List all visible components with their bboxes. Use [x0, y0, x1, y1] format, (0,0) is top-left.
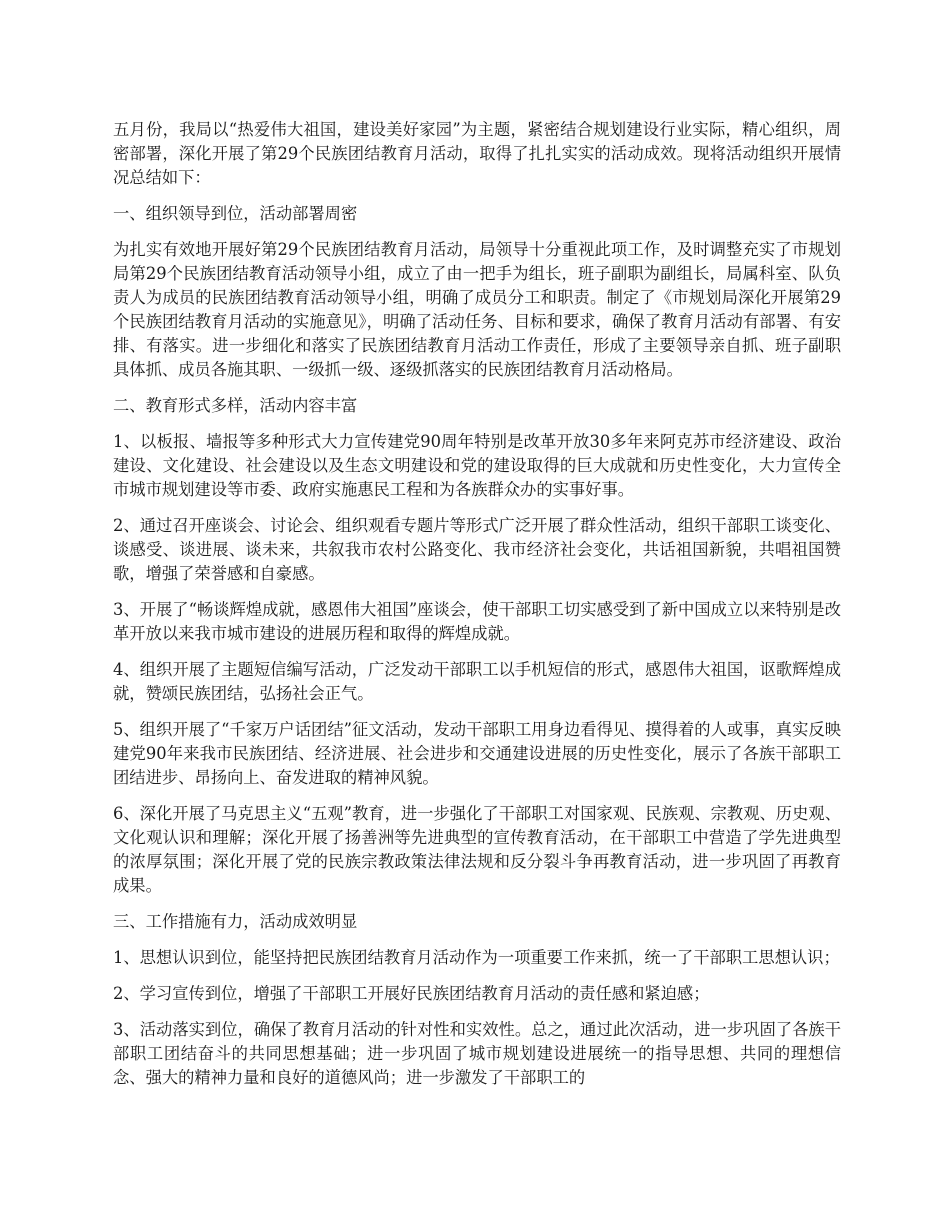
section-3-item-3: 3、活动落实到位，确保了教育月活动的针对性和实效性。总之，通过此次活动，进一步巩固了各族干部职工团结奋斗的共同思想基础；进一步巩固了城市规划建设进展统一的指导思想、共同的理想信念、强大的精神力量和良好的道德风尚；进一步激发了干部职工的: [113, 1020, 841, 1087]
section-heading-3: 三、工作措施有力，活动成效明显: [113, 912, 358, 931]
intro-paragraph: 五月份，我局以“热爱伟大祖国，建设美好家园”为主题，紧密结合规划建设行业实际，精心组织，周密部署，深化开展了第29个民族团结教育月活动，取得了扎扎实实的活动成效。现将活动组织开展情况总结如下：: [113, 120, 841, 187]
section-2-item-2: 2、通过召开座谈会、讨论会、组织观看专题片等形式广泛开展了群众性活动，组织干部职工谈变化、谈感受、谈进展、谈未来，共叙我市农村公路变化、我市经济社会变化，共话祖国新貌，共唱祖国赞歌，增强了荣誉感和自豪感。: [113, 516, 841, 583]
section-2-item-1: 1、以板报、墙报等多种形式大力宣传建党90周年特别是改革开放30多年来阿克苏市经济建设、政治建设、文化建设、社会建设以及生态文明建设和党的建设取得的巨大成就和历史性变化，大力宣传全市城市规划建设等市委、政府实施惠民工程和为各族群众办的实事好事。: [113, 432, 841, 499]
section-1-paragraph: 为扎实有效地开展好第29个民族团结教育月活动，局领导十分重视此项工作，及时调整充实了市规划局第29个民族团结教育活动领导小组，成立了由一把手为组长，班子副职为副组长，局属科室、队负责人为成员的民族团结教育活动领导小组，明确了成员分工和职责。制定了《市规划局深化开展第29个民族团结教育月活动的实施意见》，明确了活动任务、目标和要求，确保了教育月活动有部署、有安排、有落实。进一步细化和落实了民族团结教育月活动工作责任，形成了主要领导亲自抓、班子副职具体抓、成员各施其职、一级抓一级、逐级抓落实的民族团结教育月活动格局。: [113, 240, 841, 379]
document-page: [113, 118, 841, 1102]
section-2-item-5: 5、组织开展了“千家万户话团结”征文活动，发动干部职工用身边看得见、摸得着的人或事，真实反映建党90年来我市民族团结、经济进展、社会进步和交通建设进展的历史性变化，展示了各族干部职工团结进步、昂扬向上、奋发进取的精神风貌。: [113, 720, 841, 787]
section-3-item-1: 1、思想认识到位，能坚持把民族团结教育月活动作为一项重要工作来抓，统一了干部职工思想认识；: [113, 948, 840, 967]
section-2-item-3: 3、开展了“畅谈辉煌成就，感恩伟大祖国”座谈会，使干部职工切实感受到了新中国成立以来特别是改革开放以来我市城市建设的进展历程和取得的辉煌成就。: [113, 600, 841, 643]
section-2-item-6: 6、深化开展了马克思主义“五观”教育，进一步强化了干部职工对国家观、民族观、宗教观、历史观、文化观认识和理解；深化开展了扬善洲等先进典型的宣传教育活动，在干部职工中营造了学先进典型的浓厚氛围；深化开展了党的民族宗教政策法律法规和反分裂斗争再教育活动，进一步巩固了再教育成果。: [113, 804, 841, 895]
section-heading-2: 二、教育形式多样，活动内容丰富: [113, 396, 358, 415]
section-heading-1: 一、组织领导到位，活动部署周密: [113, 204, 358, 223]
section-2-item-4: 4、组织开展了主题短信编写活动，广泛发动干部职工以手机短信的形式，感恩伟大祖国，讴歌辉煌成就，赞颂民族团结，弘扬社会正气。: [113, 660, 841, 703]
section-3-item-2: 2、学习宣传到位，增强了干部职工开展好民族团结教育月活动的责任感和紧迫感；: [113, 984, 710, 1003]
